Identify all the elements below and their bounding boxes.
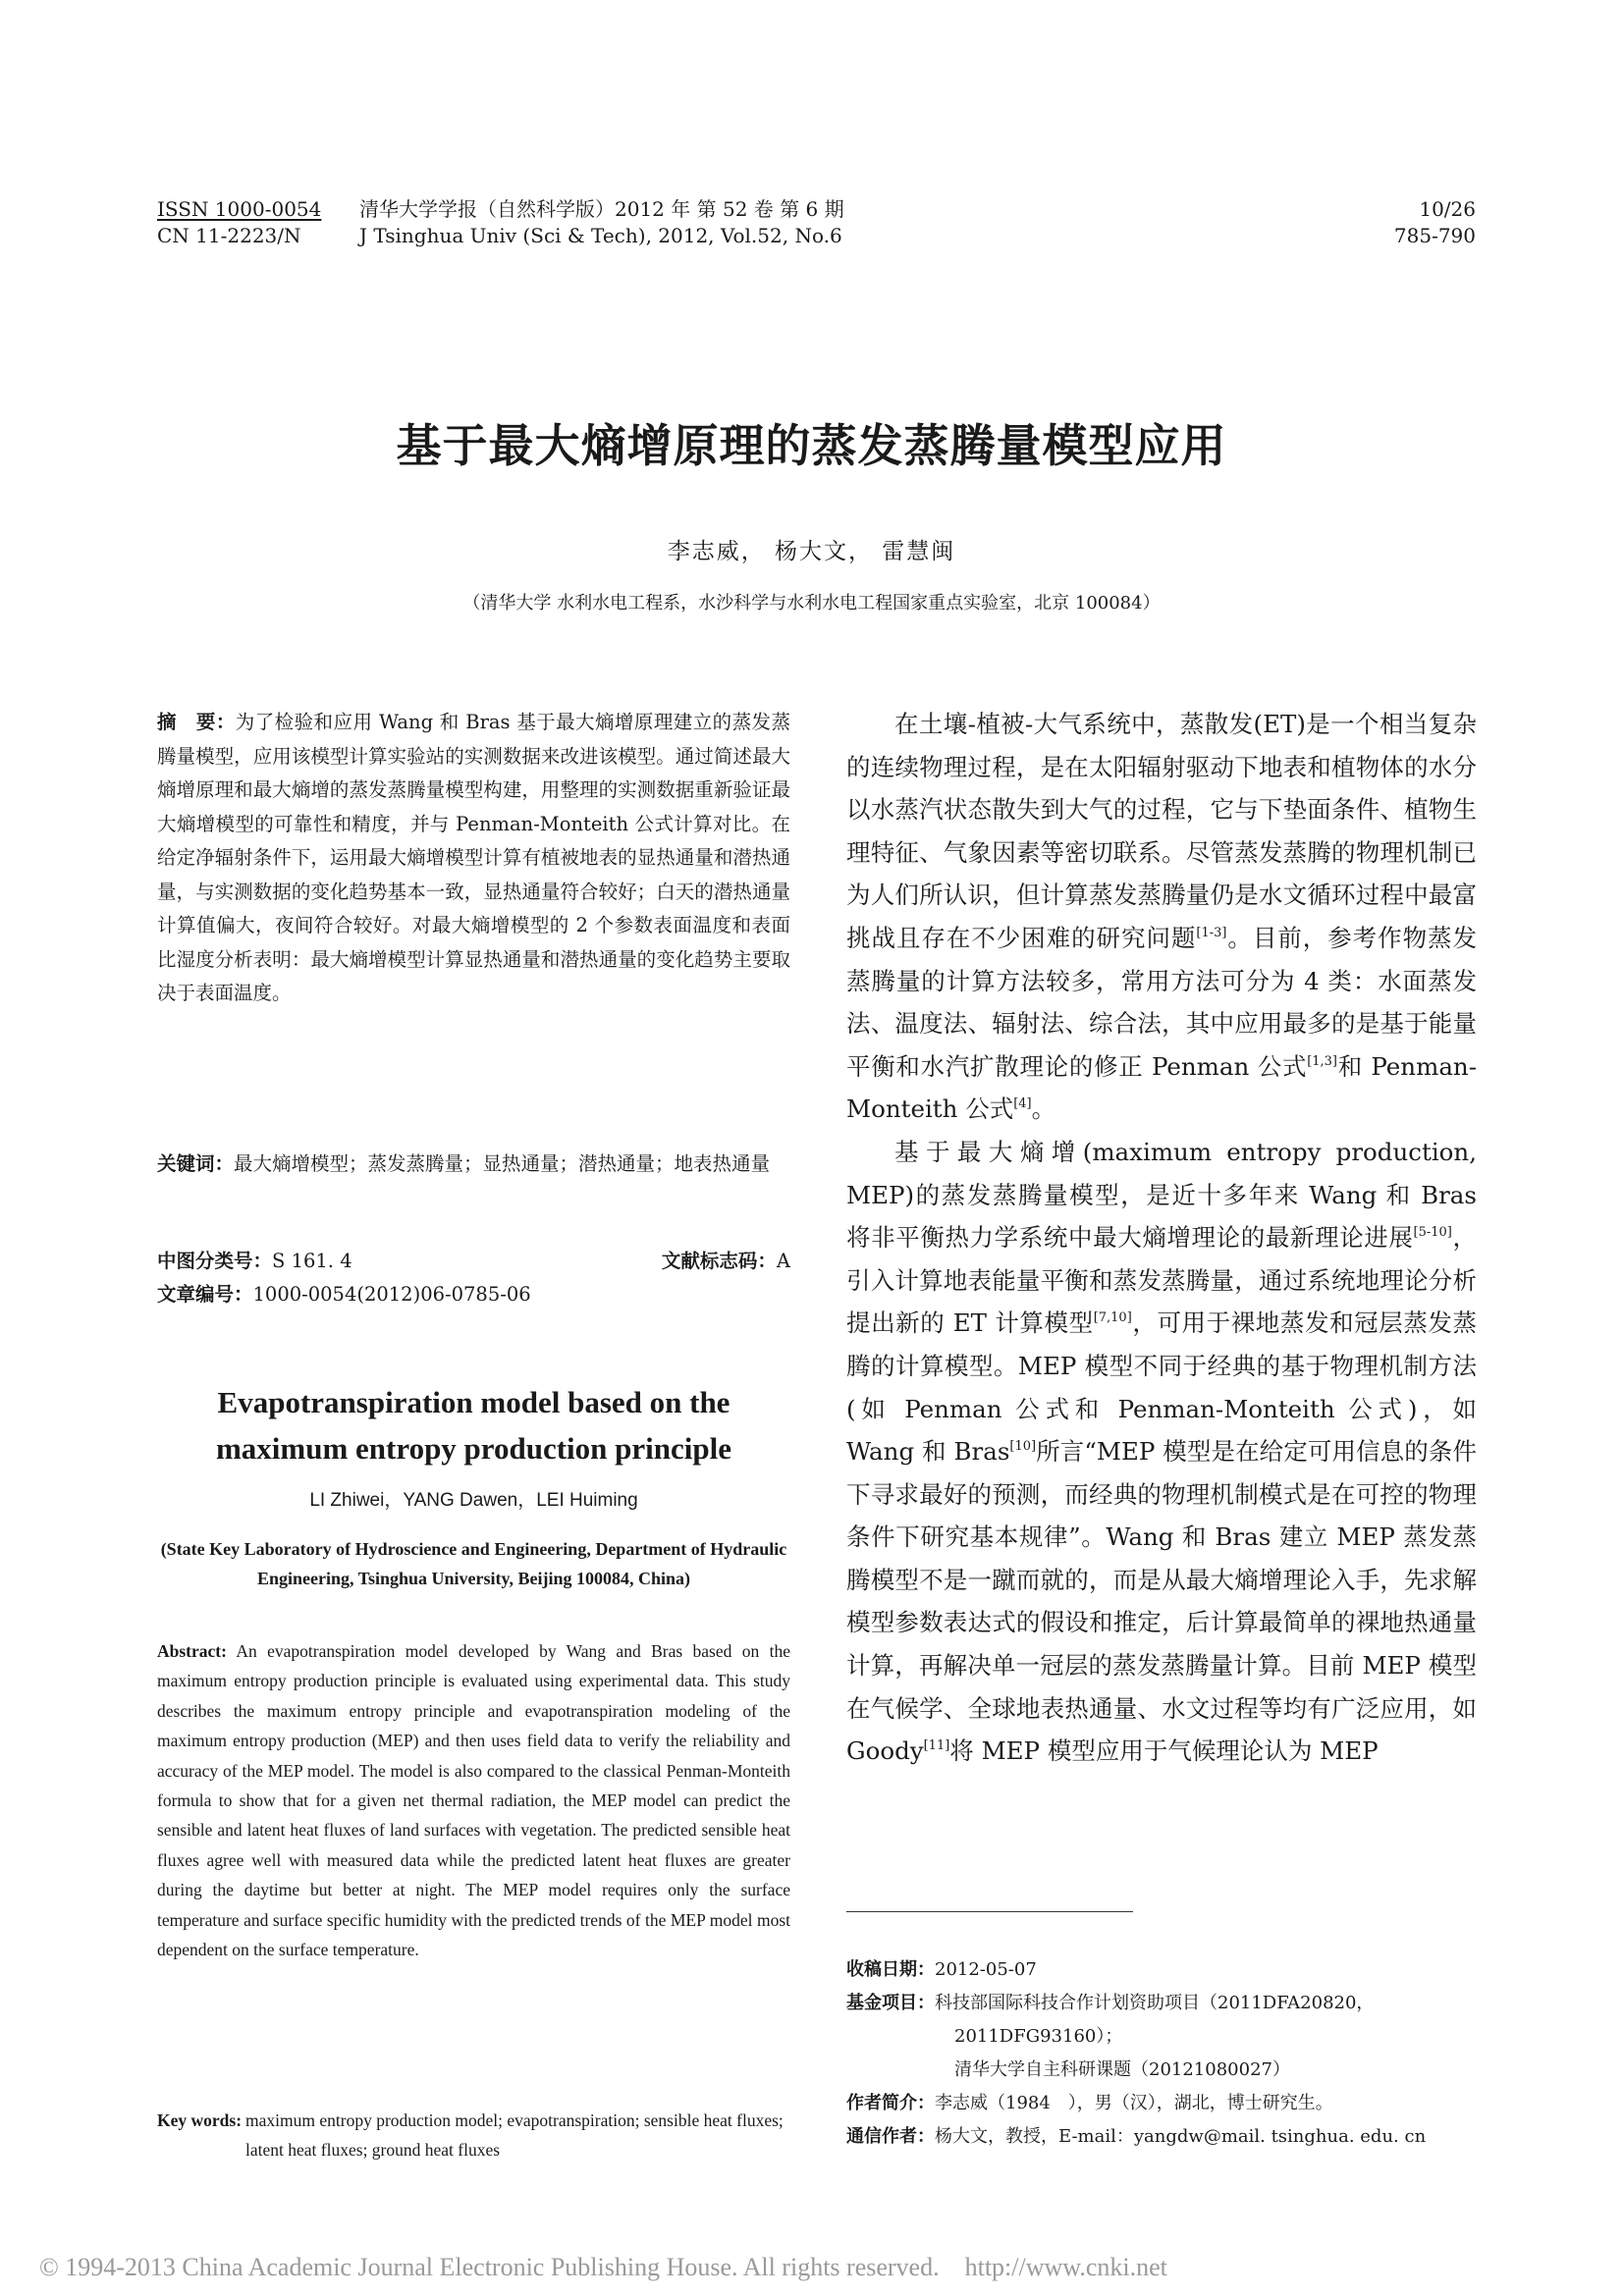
issn-block [157, 196, 321, 249]
body-paragraph-1 [846, 703, 1477, 1131]
citation: [7,10] [1093, 1310, 1132, 1326]
cn-number: CN 11-2223/N [157, 224, 301, 247]
citation: [11] [923, 1738, 950, 1754]
article-label: 文章编号： [157, 1283, 253, 1306]
fund-value-2: 2011DFG93160）； [954, 2026, 1123, 2047]
clc-code [157, 1245, 352, 1278]
corresponding-author [846, 2120, 1477, 2154]
issue-block [1394, 196, 1476, 249]
citation: [1,3] [1307, 1053, 1338, 1069]
keywords-zh [157, 1148, 790, 1181]
article-number [157, 1278, 790, 1311]
journal-name-en: J Tsinghua Univ (Sci & Tech), 2012, Vol.52, No.6 [359, 224, 842, 247]
author-bio-label: 作者简介： [846, 2093, 935, 2113]
authors-en: LI Zhiwei，YANG Dawen，LEI Huiming [309, 1490, 638, 1511]
body-p1-b: 。目前，参考作物蒸发蒸腾量的计算方法较多，常用方法可分为 4 类：水面蒸发法、温度法、辐射法、综合法，其中应用最多的是基于能量平衡和水汽扩散理论的修正 Penman 公式 [846, 923, 1478, 1081]
footnotes [846, 1953, 1477, 2154]
journal-block [359, 196, 844, 249]
abstract-en [157, 1636, 790, 1964]
article-value: 1000-0054(2012)06-0785-06 [252, 1283, 531, 1306]
classification-block [157, 1245, 790, 1311]
page-range: 785-790 [1393, 224, 1476, 247]
keywords-en-label: Key words: [157, 2110, 243, 2130]
keywords-zh-label: 关键词： [157, 1152, 235, 1175]
keywords-en-text: maximum entropy production model; evapotranspiration; sensible heat fluxes; latent heat fluxes; ground heat fluxes [245, 2110, 784, 2161]
fund-value-3: 清华大学自主科研课题（20121080027） [954, 2059, 1290, 2080]
fund-label: 基金项目： [846, 1993, 935, 2013]
received-value: 2012-05-07 [935, 1959, 1037, 1980]
body-p2-a: 基于最大熵增(maximum entropy production, MEP)的蒸发蒸腾量模型，是近十多年来 Wang 和 Bras 将非平衡热力学系统中最大熵增理论的最新理论进展 [846, 1137, 1477, 1253]
footnote-divider [846, 1911, 1133, 1912]
abstract-zh [157, 706, 790, 1011]
clc-value: S 161. 4 [272, 1250, 352, 1272]
received-label: 收稿日期： [846, 1959, 935, 1980]
body-p2-d: 所言“MEP 模型是在给定可用信息的条件下寻求最好的预测，而经典的物理机制模式是在可控的物理条件下研究基本规律”。Wang 和 Bras 建立 MEP 蒸发蒸腾模型不是一蹴而就的，而是从最大熵增理论入手，先求解模型参数表达式的假设和推定，后计算最简单的裸地热通量计算，再解决单一冠层的蒸发蒸腾量计算。目前 MEP 模型在气候学、全球地表热通量、水文过程等均有广泛应用，如 Goody [846, 1437, 1477, 1766]
fund-value-1: 科技部国际科技合作计划资助项目（2011DFA20820， [935, 1993, 1375, 2013]
author-bio-value: 李志威（1984 ），男（汉），湖北，博士研究生。 [935, 2093, 1333, 2113]
body-p2-e: 将 MEP 模型应用于气候理论认为 MEP [949, 1736, 1379, 1766]
doc-value: A [776, 1250, 790, 1272]
citation: [4] [1013, 1096, 1032, 1112]
citation: [1-3] [1196, 925, 1227, 940]
citation: [10] [1009, 1439, 1037, 1455]
issue-number: 10/26 [1419, 197, 1476, 221]
doc-label: 文献标志码： [661, 1250, 777, 1272]
fund-info [846, 1987, 1477, 2020]
body-p1-d: 。 [1031, 1095, 1056, 1124]
abstract-en-label: Abstract: [157, 1641, 227, 1661]
body-p2-c: ，可用于裸地蒸发和冠层蒸发蒸腾的计算模型。MEP 模型不同于经典的基于物理机制方法(如 Penman 公式和 Penman-Monteith 公式)，如 Wang 和 Bras [846, 1308, 1478, 1467]
body-paragraph-2 [846, 1131, 1477, 1773]
affiliation-zh: （清华大学 水利水电工程系，水沙科学与水利水电工程国家重点实验室，北京 100084） [462, 593, 1161, 614]
corr-value: 杨大文，教授，E-mail：yangdw@mail. tsinghua. edu. cn [935, 2126, 1427, 2147]
body-p1-c: 和 Penman-Monteith 公式 [846, 1051, 1477, 1124]
footer-url: http://www.cnki.net [964, 2253, 1167, 2281]
abstract-zh-text: 为了检验和应用 Wang 和 Bras 基于最大熵增原理建立的蒸发蒸腾量模型，应用该模型计算实验站的实测数据来改进该模型。通过简述最大熵增原理和最大熵增的蒸发蒸腾量模型构建，用整理的实测数据重新验证最大熵增模型的可靠性和精度，并与 Penman-Monteith 公式计算对比。在给定净辐射条件下，运用最大熵增模型计算有植被地表的显热通量和潜热通量，与实测数据的变化趋势基本一致，显热通量符合较好；白天的潜热通量计算值偏大，夜间符合较好。对最大熵增模型的 2 个参数表面温度和表面比湿度分析表明：最大熵增模型计算显热通量和潜热通量的变化趋势主要取决于表面温度。 [157, 711, 790, 1004]
affiliation-en: (State Key Laboratory of Hydroscience and Engineering, Department of Hydraulic Engineering, Tsinghua University, Beijing 100084, China) [160, 1539, 787, 1588]
copyright-text: © 1994-2013 China Academic Journal Electronic Publishing House. All rights reserved. [39, 2253, 940, 2281]
abstract-en-text: An evapotranspiration model developed by Wang and Bras based on the maximum entropy production principle is evaluated using experimental data. This study describes the maximum entropy principle and evapotranspiration modeling of the maximum entropy production (MEP) and then uses field data to verify the reliability and accuracy of the MEP model. The model is also compared to the classical Penman-Monteith formula to show that for a given net thermal radiation, the MEP model can predict the sensible and latent heat fluxes of land surfaces with vegetation. The predicted sensible heat fluxes agree well with measured data while the predicted latent heat fluxes are greater during the daytime but better at night. The MEP model requires only the surface temperature and surface specific humidity with the predicted trends of the MEP model most dependent on the surface temperature. [157, 1641, 790, 1960]
body-p2-b: ，引入计算地表能量平衡和蒸发蒸腾量，通过系统地理论分析提出新的 ET 计算模型 [846, 1223, 1478, 1338]
doc-code [662, 1245, 790, 1278]
received-date [846, 1953, 1477, 1987]
abstract-zh-label: 摘 要： [157, 711, 236, 733]
copyright-footer [39, 2253, 1167, 2282]
paper-title-en: Evapotranspiration model based on the maximum entropy production principle [215, 1385, 732, 1466]
authors-zh: 李志威， 杨大文， 雷慧闽 [667, 539, 956, 564]
body-text [846, 703, 1477, 1773]
keywords-zh-text: 最大熵增模型；蒸发蒸腾量；显热通量；潜热通量；地表热通量 [234, 1152, 771, 1175]
citation: [5-10] [1413, 1225, 1452, 1241]
journal-name-zh: 清华大学学报（自然科学版）2012 年 第 52 卷 第 6 期 [359, 197, 844, 221]
clc-label: 中图分类号： [157, 1250, 273, 1272]
paper-title-zh: 基于最大熵增原理的蒸发蒸腾量模型应用 [396, 419, 1227, 472]
issn: ISSN 1000-0054 [157, 197, 322, 221]
body-p1-a: 在土壤-植被-大气系统中，蒸散发(ET)是一个相当复杂的连续物理过程，是在太阳辐射驱动下地表和植物体的水分以水蒸汽状态散失到大气的过程，它与下垫面条件、植物生理特征、气象因素等密切联系。尽管蒸发蒸腾的物理机制已为人们所认识，但计算蒸发蒸腾量仍是水文循环过程中最富挑战且存在不少困难的研究问题 [846, 710, 1477, 952]
keywords-en [157, 2106, 790, 2165]
author-bio [846, 2087, 1477, 2120]
corr-label: 通信作者： [846, 2126, 935, 2147]
